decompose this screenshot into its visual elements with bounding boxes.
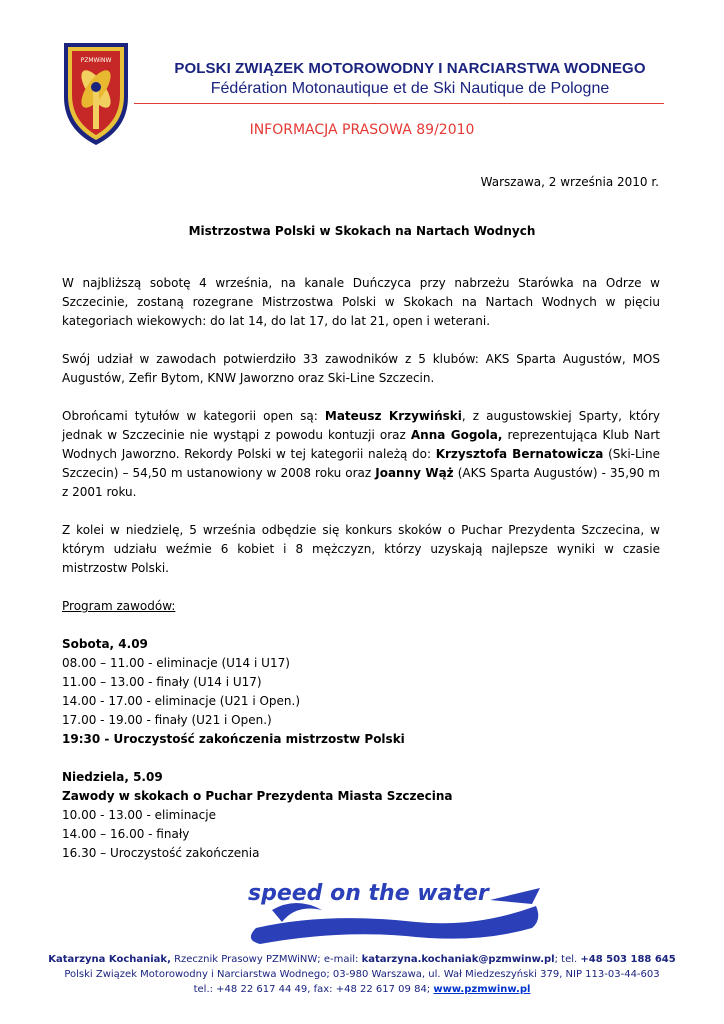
- footer-website-link[interactable]: www.pzmwinw.pl: [433, 984, 531, 995]
- program-sunday-subtitle: Zawody w skokach o Puchar Prezydenta Miasta Szczecina: [62, 789, 453, 803]
- footer-contact-line: Katarzyna Kochaniak, Rzecznik Prasowy PZMWiNW; e-mail: katarzyna.kochaniak@pzmwinw.pl; tel. +48 503 188 645: [48, 954, 676, 965]
- slogan-text: speed on the water: [248, 881, 489, 906]
- paragraph-participants: Swój udział w zawodach potwierdziło 33 zawodników z 5 klubów: AKS Sparta Augustów, MOS Augustów, Zefir Bytom, KNW Jaworzno oraz Ski-Line Szczecin.: [62, 352, 660, 385]
- footer-address-line: Polski Związek Motorowodny i Narciarstwa Wodnego; 03-980 Warszawa, ul. Wał Miedzeszyński 379, NIP 113-03-44-603: [64, 969, 660, 980]
- document-body: [62, 274, 660, 863]
- program-item: 16.30 – Uroczystość zakończenia: [62, 846, 260, 860]
- footer-tel-line: tel.: +48 22 617 44 49, fax: +48 22 617 09 84; www.pzmwinw.pl: [193, 984, 531, 995]
- paragraph-intro: W najbliższą sobotę 4 września, na kanale Duńczyca przy nabrzeżu Starówka na Odrze w Szczecinie, zostaną rozegrane Mistrzostwa Polski w Skokach na Nartach Wodnych w pięciu kategoriach wiekowych: do lat 14, do lat 17, do lat 21, open i weterani.: [62, 276, 660, 328]
- program-item: 08.00 – 11.00 - eliminacje (U14 i U17): [62, 656, 290, 670]
- program-sunday-day: Niedziela, 5.09: [62, 770, 163, 784]
- program-item: 14.00 - 17.00 - eliminacje (U21 i Open.): [62, 694, 301, 708]
- svg-text:PZMWiNW: PZMWiNW: [80, 57, 112, 64]
- paragraph-title-holders: Obrońcami tytułów w kategorii open są: Mateusz Krzywiński, z augustowskiej Sparty, który jednak w Szczecinie nie wystąpi z powodu kontuzji oraz Anna Gogola, reprezentująca Klub Nart Wodnych Jaworzno. Rekordy Polski w tej kategorii należą do: Krzysztofa Bernatowicza (Ski-Line Szczecin) – 54,50 m ustanowiony w 2008 roku oraz Joanny Wąż (AKS Sparta Augustów) - 35,90 m z 2001 roku.: [62, 409, 661, 499]
- footer-phone: +48 503 188 645: [580, 954, 676, 965]
- program-saturday-day: Sobota, 4.09: [62, 637, 148, 651]
- footer: [0, 952, 724, 997]
- program-item: 17.00 - 19.00 - finały (U21 i Open.): [62, 713, 272, 727]
- program-heading: Program zawodów:: [62, 599, 176, 613]
- footer-name: Katarzyna Kochaniak,: [48, 954, 171, 965]
- program-saturday-ceremony: 19:30 - Uroczystość zakończenia mistrzostw Polski: [62, 732, 405, 746]
- org-name-polish: POLSKI ZWIĄZEK MOTOROWODNY I NARCIARSTWA WODNEGO: [174, 60, 646, 77]
- speed-on-the-water-slogan: [236, 870, 556, 950]
- document-date: Warszawa, 2 września 2010 r.: [480, 175, 659, 189]
- footer-email[interactable]: katarzyna.kochaniak@pzmwinw.pl: [361, 954, 555, 965]
- program-item: 14.00 – 16.00 - finały: [62, 827, 190, 841]
- org-name-french: Fédération Motonautique et de Ski Nautique de Pologne: [210, 80, 610, 97]
- program-item: 10.00 - 13.00 - eliminacje: [62, 808, 216, 822]
- paragraph-cup: Z kolei w niedzielę, 5 września odbędzie się konkurs skoków o Puchar Prezydenta Szczecina, w którym udziału weźmie 6 kobiet i 8 mężczyzn, którzy uzyskają najlepsze wyniki w czasie mistrzostw Polski.: [62, 523, 660, 575]
- program-item: 11.00 – 13.00 - finały (U14 i U17): [62, 675, 262, 689]
- document-title: Mistrzostwa Polski w Skokach na Nartach Wodnych: [188, 224, 536, 238]
- header-divider: [134, 103, 664, 104]
- press-release-number: INFORMACJA PRASOWA 89/2010: [249, 122, 475, 138]
